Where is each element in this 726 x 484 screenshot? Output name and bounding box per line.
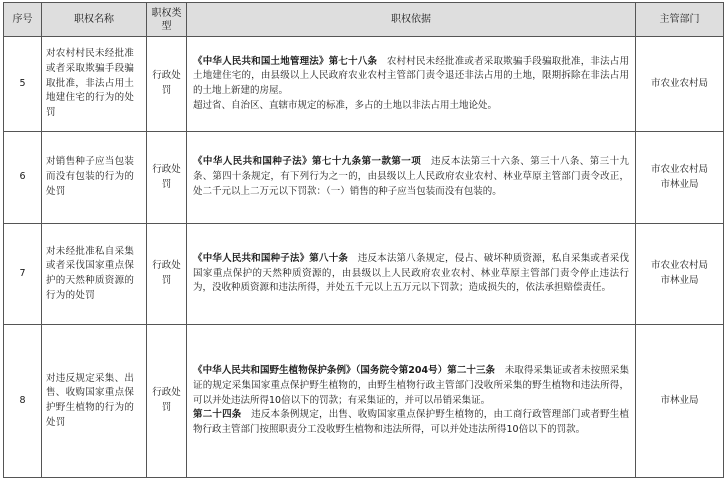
- power-name: 对违反规定采集、出售、收购国家重点保护野生植物的行为的处罚: [42, 325, 147, 478]
- basis-paragraph: [193, 155, 629, 199]
- power-type: 行政处罚: [147, 37, 187, 132]
- basis-text: 农村村民未经批准或者采取欺骗手段骗取批准，非法占用土地建住宅的，由县级以上人民政府农业农村主管部门责令退还非法占用的土地，限期拆除在非法占用的土地上新建的房屋。: [193, 55, 629, 96]
- legal-basis: [187, 325, 636, 478]
- basis-paragraph: [193, 408, 629, 437]
- department: [636, 224, 724, 325]
- department: [636, 132, 724, 224]
- legal-basis: [187, 224, 636, 325]
- basis-paragraph: [193, 99, 629, 114]
- table-row: [4, 132, 724, 224]
- department: [636, 325, 724, 478]
- law-citation: 《中华人民共和国种子法》第八十条: [193, 252, 349, 264]
- row-number: 8: [4, 325, 42, 478]
- table-header-row: [4, 3, 724, 37]
- legal-basis: [187, 132, 636, 224]
- power-name: 对未经批准私自采集或者采伐国家重点保护的天然种质资源的行为的处罚: [42, 224, 147, 325]
- power-type: 行政处罚: [147, 224, 187, 325]
- basis-text: 违反本条例规定，出售、收购国家重点保护野生植物的，由工商行政管理部门或者野生植物行政主管部门按照职责分工没收野生植物和违法所得，可以并处违法所得10倍以下的罚款。: [193, 409, 629, 436]
- power-type: 行政处罚: [147, 325, 187, 478]
- department-name: 市农业农村局: [650, 77, 708, 89]
- law-citation: 第二十四条: [193, 409, 242, 421]
- row-number: 6: [4, 132, 42, 224]
- department-name: 市林业局: [660, 275, 699, 286]
- row-number: 7: [4, 224, 42, 325]
- power-list-table: [3, 2, 724, 478]
- header-name: 职权名称: [42, 3, 147, 37]
- basis-text: 违反本法第三十六条、第三十八条、第三十九条、第四十条规定，有下列行为之一的，由县级以上人民政府农业农村、林业草原主管部门责令改正，处二千元以上二万元以下罚款：（一）销售的种子应当包装而没有包装的。: [193, 156, 629, 197]
- law-citation: 《中华人民共和国野生植物保护条例》（国务院令第204号）第二十三条: [193, 365, 496, 377]
- power-name: 对销售种子应当包装而没有包装的行为的处罚: [42, 132, 147, 224]
- row-number: 5: [4, 37, 42, 132]
- basis-paragraph: [193, 364, 629, 408]
- department-name: 市农业农村局: [650, 163, 708, 175]
- header-basis: 职权依据: [187, 3, 636, 37]
- department-name: 市农业农村局: [650, 260, 708, 272]
- department-name: 市林业局: [660, 394, 699, 406]
- power-name: 对农村村民未经批准或者采取欺骗手段骗取批准，非法占用土地建住宅的行为的处罚: [42, 37, 147, 132]
- header-type: 职权类型: [147, 3, 187, 37]
- header-no: 序号: [4, 3, 42, 37]
- basis-text: 违反本法第八条规定，侵占、破坏种质资源，私自采集或者采伐国家重点保护的天然种质资源的，由县级以上人民政府农业农村、林业草原主管部门责令停止违法行为，没收种质资源和违法所得，并处五千元以上五万元以下罚款；造成损失的，依法承担赔偿责任。: [193, 252, 629, 294]
- law-citation: 《中华人民共和国种子法》第七十九条第一款第一项: [193, 156, 422, 168]
- department-name: 市林业局: [660, 178, 699, 190]
- table-row: [4, 37, 724, 132]
- legal-basis: [187, 37, 636, 132]
- basis-paragraph: [193, 252, 629, 296]
- law-citation: 《中华人民共和国土地管理法》第七十八条: [193, 55, 378, 67]
- basis-text: 超过省、自治区、直辖市规定的标准，多占的土地以非法占用土地论处。: [193, 99, 498, 111]
- basis-paragraph: [193, 55, 629, 99]
- power-type: 行政处罚: [147, 132, 187, 224]
- table-row: [4, 325, 724, 478]
- header-dept: 主管部门: [636, 3, 724, 37]
- basis-text: 未取得采集证或者未按照采集证的规定采集国家重点保护野生植物的，由野生植物行政主管部门没收所采集的野生植物和违法所得，可以并处违法所得10倍以下的罚款；有采集证的，并可以吊销采集证。: [193, 365, 629, 406]
- table-row: [4, 224, 724, 325]
- department: [636, 37, 724, 132]
